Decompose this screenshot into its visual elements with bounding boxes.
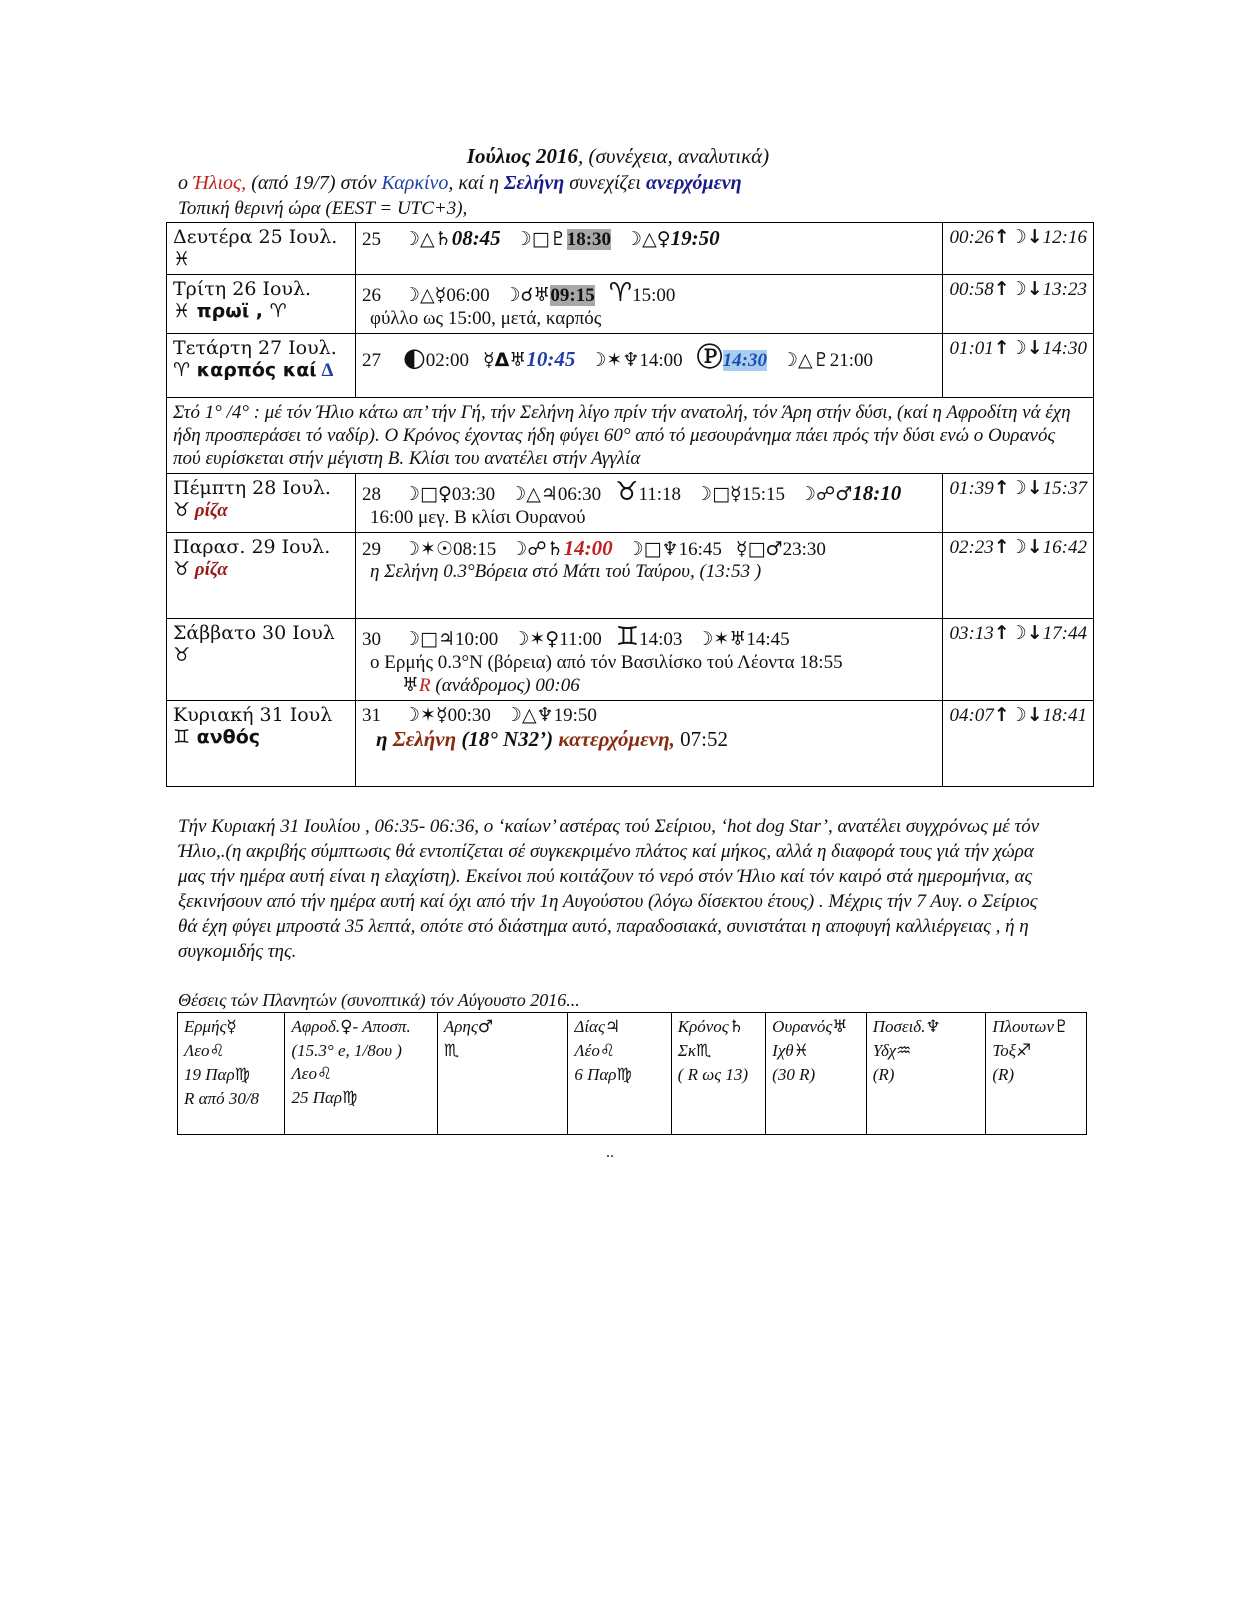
aspect-symbol: ☽□♀ xyxy=(403,483,452,505)
aspect-time: 02:00 xyxy=(425,350,469,371)
day-sign xyxy=(173,644,349,667)
day-row xyxy=(167,701,1094,787)
planet-name-line xyxy=(992,1015,1080,1039)
day-cell xyxy=(167,474,356,533)
planet-line-2 xyxy=(873,1039,980,1063)
day-cell xyxy=(167,275,356,334)
aspects-line xyxy=(362,536,936,561)
day-name: Πέμπτη 28 Ιουλ. xyxy=(173,477,331,499)
planet-text: 25 Παρ xyxy=(291,1088,343,1107)
day-note: 16:00 μεγ. Β κλίσι Ουρανού xyxy=(370,507,586,528)
day-row xyxy=(167,474,1094,533)
aspects-cell xyxy=(356,474,943,533)
planet-name-extra: - Αποσπ. xyxy=(352,1017,411,1036)
aspects-line xyxy=(362,278,936,308)
aspect-time: 14:00 xyxy=(639,350,683,371)
aspect-item xyxy=(696,343,767,373)
rise-set-icon: ↑☽↓ xyxy=(993,278,1043,300)
aspect-symbol: ☿Δ♅ xyxy=(482,349,527,371)
moonrise-time: 00:58 xyxy=(949,279,994,300)
aspect-item xyxy=(505,705,597,726)
rise-set-cell xyxy=(943,619,1094,701)
planet-text: Λεο xyxy=(291,1064,317,1083)
aspect-item xyxy=(509,484,601,505)
text: ο xyxy=(178,172,193,194)
moonrise-time: 01:39 xyxy=(949,478,994,499)
day-cell xyxy=(167,533,356,619)
day-row xyxy=(167,533,1094,619)
aspect-item xyxy=(515,229,611,250)
planet-text: (30 R) xyxy=(772,1065,816,1084)
aspect-time: 14:30 xyxy=(722,350,767,371)
planet-line-2 xyxy=(992,1039,1080,1063)
day-name: Σάββατο 30 Ιουλ xyxy=(173,622,335,644)
aspects-cell xyxy=(356,334,943,398)
planet-symbol: ♇ xyxy=(1053,1017,1070,1037)
day-cell xyxy=(167,223,356,275)
planet-symbol: ♅ xyxy=(832,1017,848,1037)
day-cell xyxy=(167,701,356,787)
day-sign xyxy=(173,359,349,382)
day-row xyxy=(167,275,1094,334)
aspect-symbol: ☽□♃ xyxy=(403,628,456,650)
aspect-time: 11:00 xyxy=(559,629,602,650)
sign-extra: Δ xyxy=(321,360,334,381)
sign-symbol: ♌ xyxy=(599,1041,616,1061)
day-note: η Σελήνη 0.3°Βόρεια στό Μάτι τού Ταύρου, (13:53 ) xyxy=(370,561,762,582)
zodiac-sign: ♉ xyxy=(173,644,191,666)
planet-name-line xyxy=(184,1015,278,1039)
planet-line-3 xyxy=(873,1063,980,1086)
title-month: Ιούλιος 2016 xyxy=(466,144,579,168)
sign-symbol: ♐ xyxy=(1016,1041,1032,1061)
timezone-note: Τοπική θερινή ώρα (EEST = UTC+3), xyxy=(178,198,468,219)
aspect-symbol: ☽☍♄ xyxy=(510,538,564,560)
zodiac-sign: ♈ καρπός καί xyxy=(173,359,317,381)
aspect-symbol: ☽□♆ xyxy=(626,538,679,560)
moon-descending: κατερχόμενη, xyxy=(558,727,675,751)
rise-set-icon: ↑☽↓ xyxy=(993,704,1043,726)
day-name: Τρίτη 26 Ιουλ. xyxy=(173,278,312,300)
day-number: 25 xyxy=(362,229,381,250)
aspect-item xyxy=(403,484,495,505)
day-sign xyxy=(173,726,349,749)
aspect-item xyxy=(615,477,682,507)
aspect-time: 06:30 xyxy=(557,484,602,505)
day-sign xyxy=(173,499,349,522)
planet-line-4 xyxy=(291,1086,430,1110)
planet-cell xyxy=(178,1013,285,1135)
planet-text: Τοξ xyxy=(992,1041,1017,1060)
aspect-symbol: ☽□♇ xyxy=(514,228,567,250)
aspect-symbol: ☽✶☿ xyxy=(403,704,448,726)
planet-symbol: ♀ xyxy=(340,1017,353,1037)
aspect-time: 14:03 xyxy=(639,629,683,650)
planet-line-2 xyxy=(574,1039,664,1063)
aspect-item xyxy=(798,481,902,505)
aspect-time: 08:45 xyxy=(451,226,501,250)
day-cell xyxy=(167,334,356,398)
rise-set-cell xyxy=(943,223,1094,275)
zodiac-sign: ♓ πρωϊ , ♈ xyxy=(173,300,287,322)
zodiac-sign: ♉ xyxy=(173,499,191,521)
text: η xyxy=(376,727,393,751)
planet-name-line xyxy=(444,1015,562,1039)
planet-name: Ουρανός xyxy=(772,1017,833,1036)
sirius-paragraph: Τήν Κυριακή 31 Ιουλίου , 06:35- 06:36, ο ‘καίων’ αστέρας τού Σείριου, ‘hot dog Star’, ανατέλει συγχρόνως μέ τόν Ήλιο,.(η ακριβής σύμπτωσις θά εντοπίζεται σέ συγκεκριμένο πλάτος καί μήκος, αλλά η διαφορά τους γιά τήν χώρα μας τήν ημέρα αυτή είναι η ελαχίστη). Εκείνοι πού κοιτάζουν τό νερό στόν Ήλιο καί τόν καιρό στά ημερομήνια, ας ξεκινήσουν από τήν ημέρα αυτή καί όχι από τήν 1η Αυγούστου (λόγω δίσεκτου έτους) . Μέχρις τήν 7 Αυγ. ο Σείριος θά έχη φύγει μπροστά 35 λεπτά, οπότε στό διάστημα αυτό, παραδοσιακά, συνιστάται η αποφυγή καλλιέργειας , ή η συγκομιδής της. xyxy=(178,816,1040,962)
aspect-item xyxy=(695,484,785,505)
sign-symbol: ♍ xyxy=(342,1088,358,1108)
moon-state: ανερχόμενη xyxy=(645,172,742,194)
planet-name-line xyxy=(772,1015,860,1039)
planet-line-3 xyxy=(184,1063,278,1087)
aspect-time: 16:45 xyxy=(678,539,722,560)
rise-set-cell xyxy=(943,334,1094,398)
aspect-symbol: ☽□☿ xyxy=(695,483,742,505)
planet-name: Αρης xyxy=(443,1017,478,1036)
sign-extra: ρίζα xyxy=(194,500,228,521)
sign-word: Καρκίνο xyxy=(381,172,449,194)
day-number: 31 xyxy=(362,705,381,726)
planet-text: 6 Παρ xyxy=(574,1065,617,1084)
moonset-time: 14:30 xyxy=(1042,338,1087,359)
aspects-line xyxy=(362,477,936,507)
sun-moon-line xyxy=(178,172,742,195)
day-number: 29 xyxy=(362,539,381,560)
moon-word: Σελήνη xyxy=(503,172,565,194)
rise-set-cell xyxy=(943,275,1094,334)
aspect-time: 18:30 xyxy=(566,229,612,250)
sign-symbol: ♏ xyxy=(696,1041,712,1061)
aspect-time: 11:18 xyxy=(638,484,682,505)
aspect-time: 09:15 xyxy=(550,285,595,306)
planet-cell xyxy=(568,1013,671,1135)
rise-set-cell xyxy=(943,474,1094,533)
moonset-time: 12:16 xyxy=(1042,227,1087,248)
aspect-item xyxy=(403,226,501,250)
day-name: Δευτέρα 25 Ιουλ. xyxy=(173,226,338,248)
planet-line-2 xyxy=(772,1039,860,1063)
sign-symbol: ♌ xyxy=(316,1064,333,1084)
day-number: 26 xyxy=(362,285,381,306)
planet-cell xyxy=(766,1013,867,1135)
planet-name: Πλουτων xyxy=(992,1017,1054,1036)
aspect-symbol: ☽△♆ xyxy=(504,704,554,726)
moon-position: (18° N32’) xyxy=(456,727,559,751)
day-number: 28 xyxy=(362,484,381,505)
aspect-time: 19:50 xyxy=(670,226,720,250)
aspect-item xyxy=(403,705,491,726)
rise-set-icon: ↑☽↓ xyxy=(993,622,1043,644)
zodiac-sign: ♊ ανθός xyxy=(173,726,261,748)
aspect-time: 21:00 xyxy=(829,350,873,371)
planet-symbol: ☿ xyxy=(226,1017,237,1037)
aspect-item xyxy=(403,539,496,560)
moonrise-time: 01:01 xyxy=(949,338,994,359)
day-number: 30 xyxy=(362,629,381,650)
retro-text: (ανάδρομος) 00:06 xyxy=(430,675,580,696)
text: , καί η xyxy=(448,172,504,194)
aspect-symbol: ☽△♀ xyxy=(625,228,671,250)
planet-cell xyxy=(437,1013,568,1135)
aspect-symbol: ☽△♄ xyxy=(403,228,452,250)
aspect-time: 10:00 xyxy=(455,629,499,650)
aspects-cell xyxy=(356,223,943,275)
sign-symbol: ♍ xyxy=(234,1065,250,1085)
text: συνεχίζει xyxy=(564,172,646,194)
planet-name-line xyxy=(678,1015,759,1039)
aspects-line xyxy=(362,622,936,652)
day-note: ο Ερμής 0.3°N (βόρεια) από τόν Βασιλίσκο τού Λέοντα 18:55 xyxy=(370,652,843,673)
aspect-symbol: ☽☌♅ xyxy=(503,284,551,306)
planet-text: Λέο xyxy=(574,1041,600,1060)
moon-time: 07:52 xyxy=(674,727,728,751)
aspects-line xyxy=(362,337,936,374)
rise-set-icon: ↑☽↓ xyxy=(993,226,1043,248)
aspect-time: 00:30 xyxy=(447,705,491,726)
aspect-item xyxy=(625,226,720,250)
aspects-line xyxy=(362,226,936,251)
daily-table xyxy=(166,222,1094,787)
day-row xyxy=(167,334,1094,398)
planet-line-2 xyxy=(444,1039,562,1063)
planet-text: (R) xyxy=(992,1065,1015,1084)
moonset-time: 13:23 xyxy=(1042,279,1087,300)
moonset-time: 17:44 xyxy=(1042,623,1087,644)
planet-line-3 xyxy=(291,1062,430,1086)
aspect-item xyxy=(403,343,469,373)
aspect-symbol: ☽✶♆ xyxy=(589,349,640,371)
planet-line-2 xyxy=(184,1039,278,1063)
aspect-item xyxy=(403,285,490,306)
aspect-item xyxy=(403,629,498,650)
planets-table xyxy=(177,1012,1087,1135)
planet-name-line xyxy=(574,1015,664,1039)
sign-symbol: ♒ xyxy=(896,1041,912,1061)
planet-symbol: ♃ xyxy=(604,1017,621,1037)
planet-text: Σκ xyxy=(677,1041,696,1060)
aspect-symbol: ☽✶♀ xyxy=(512,628,560,650)
planet-text: (R) xyxy=(872,1065,895,1084)
rise-set-icon: ↑☽↓ xyxy=(993,477,1043,499)
planet-name: Ερμής xyxy=(184,1017,227,1036)
sign-extra: ρίζα xyxy=(194,559,228,580)
planet-text: Ιχθ xyxy=(772,1041,794,1060)
aspects-cell xyxy=(356,275,943,334)
planet-name-line xyxy=(291,1015,430,1039)
zodiac-sign: ♓ xyxy=(173,248,191,270)
aspect-symbol: Ⓟ xyxy=(696,343,723,373)
moon-word: Σελήνη xyxy=(392,727,457,751)
planet-line-4 xyxy=(184,1087,278,1110)
aspect-item xyxy=(512,629,601,650)
day-sign xyxy=(173,558,349,581)
day-sign xyxy=(173,248,349,271)
note-row xyxy=(167,398,1094,474)
planet-name: Κρόνος xyxy=(677,1017,729,1036)
aspects-line xyxy=(362,704,936,727)
day-row xyxy=(167,619,1094,701)
rise-set-cell xyxy=(943,533,1094,619)
moonset-time: 18:41 xyxy=(1042,705,1087,726)
planet-symbol: ♄ xyxy=(728,1017,744,1037)
zodiac-sign: ♉ xyxy=(173,558,191,580)
planet-text: Λεο xyxy=(184,1041,210,1060)
aspect-symbol: ☽△☿ xyxy=(403,284,447,306)
aspect-item xyxy=(736,539,826,560)
aspect-item xyxy=(589,350,682,371)
planet-line-3 xyxy=(992,1063,1080,1086)
planet-cell xyxy=(866,1013,986,1135)
uranus-symbol: ♅ xyxy=(402,674,420,696)
sign-symbol: ♌ xyxy=(209,1041,225,1061)
aspect-item xyxy=(608,278,676,308)
aspect-item xyxy=(696,629,789,650)
moonrise-time: 04:07 xyxy=(949,705,994,726)
moonset-time: 16:42 xyxy=(1042,537,1087,558)
aspect-item xyxy=(482,347,576,371)
moonrise-time: 02:23 xyxy=(949,537,994,558)
planet-name-line xyxy=(873,1015,980,1039)
sign-symbol: ♍ xyxy=(616,1065,632,1085)
aspects-cell xyxy=(356,533,943,619)
moon-note xyxy=(362,727,936,752)
aspect-time: 08:15 xyxy=(453,539,497,560)
aspect-item xyxy=(781,350,873,371)
day-cell xyxy=(167,619,356,701)
aspect-symbol: ☿□♂ xyxy=(735,538,783,560)
quarter-note: Στό 1° /4° : μέ τόν Ήλιο κάτω απ’ τήν Γή, τήν Σελήνη λίγο πρίν τήν ανατολή, τόν Άρη στήν δύσι, (καί η Αφροδίτη νά έχη ήδη προσπεράσει τό ναδίρ). Ο Κρόνος έχοντας ήδη φύγει 60° από τό μεσουράνημα πάει πρός τήν δύσι ενώ ο Ουρανός πού ευρίσκεται στήν μέγιστη Β. Κλίσι του ανατέλει στήν Αγγλία xyxy=(167,398,1094,474)
aspect-item xyxy=(615,622,683,652)
aspect-symbol: ☽△♃ xyxy=(509,483,558,505)
day-note: φύλλο ως 15:00, μετά, καρπός xyxy=(370,308,602,329)
text: (από 19/7) στόν xyxy=(246,172,382,194)
planets-caption: Θέσεις τών Πλανητών (συνοπτικά) τόν Αύγουστο 2016... xyxy=(178,990,580,1010)
planet-line-3 xyxy=(574,1063,664,1087)
planet-text: 19 Παρ xyxy=(184,1065,235,1084)
page-title xyxy=(0,144,1236,169)
planet-cell xyxy=(986,1013,1087,1135)
aspect-symbol: ♊ xyxy=(615,622,640,652)
aspects-cell xyxy=(356,619,943,701)
planet-cell xyxy=(671,1013,765,1135)
planet-text: R από 30/8 xyxy=(184,1089,260,1108)
rise-set-icon: ↑☽↓ xyxy=(993,337,1043,359)
aspect-time: 18:10 xyxy=(852,481,902,505)
moonrise-time: 03:13 xyxy=(949,623,994,644)
day-name: Κυριακή 31 Ιουλ xyxy=(173,704,333,726)
aspect-item xyxy=(504,285,595,306)
aspect-symbol: ☽☍♂ xyxy=(798,483,853,505)
aspect-time: 15:15 xyxy=(741,484,785,505)
planet-name: Ποσειδ. xyxy=(872,1017,926,1036)
planet-symbol: ♆ xyxy=(925,1017,941,1037)
moonrise-time: 00:26 xyxy=(949,227,994,248)
aspect-time: 15:00 xyxy=(632,285,676,306)
aspect-time: 10:45 xyxy=(526,347,576,371)
footer-dots: .. xyxy=(606,1144,614,1161)
sun-word: Ήλιος, xyxy=(193,172,247,194)
day-number: 27 xyxy=(362,350,381,371)
aspect-symbol: ♈ xyxy=(608,278,633,308)
planet-cell xyxy=(285,1013,437,1135)
planet-line-3 xyxy=(678,1063,759,1086)
planet-text: (15.3° e, 1/8ου ) xyxy=(291,1041,402,1060)
aspect-item xyxy=(510,536,613,560)
aspect-symbol: ☽△♇ xyxy=(781,349,830,371)
planet-name: Δίας xyxy=(574,1017,605,1036)
aspects-cell xyxy=(356,701,943,787)
day-row xyxy=(167,223,1094,275)
rise-set-icon: ↑☽↓ xyxy=(993,536,1043,558)
retro-r: R xyxy=(419,675,431,696)
aspect-symbol: ☽✶☉ xyxy=(403,538,453,560)
aspect-symbol: ◐ xyxy=(403,343,426,373)
sign-symbol: ♏ xyxy=(443,1041,460,1061)
planet-symbol: ♂ xyxy=(477,1017,493,1037)
day-name: Παρασ. 29 Ιουλ. xyxy=(173,536,331,558)
aspect-symbol: ☽✶♅ xyxy=(696,628,747,650)
aspect-time: 03:30 xyxy=(451,484,496,505)
aspect-time: 14:45 xyxy=(746,629,790,650)
aspect-time: 14:00 xyxy=(563,536,613,560)
planet-line-2 xyxy=(291,1039,430,1062)
planet-line-2 xyxy=(678,1039,759,1063)
planet-text: Υδχ xyxy=(872,1041,897,1060)
planet-name: Αφροδ. xyxy=(291,1017,341,1036)
title-rest: , (συνέχεια, αναλυτικά) xyxy=(578,144,770,168)
day-note-2 xyxy=(362,674,936,697)
aspect-time: 19:50 xyxy=(553,705,597,726)
aspect-time: 23:30 xyxy=(782,539,826,560)
sign-symbol: ♓ xyxy=(793,1041,809,1061)
aspect-item xyxy=(627,539,722,560)
day-sign xyxy=(173,300,349,323)
day-name: Τετάρτη 27 Ιουλ. xyxy=(173,337,337,359)
aspect-time: 06:00 xyxy=(446,285,490,306)
planet-line-3 xyxy=(772,1063,860,1086)
aspect-symbol: ♉ xyxy=(615,477,639,507)
rise-set-cell xyxy=(943,701,1094,787)
moonset-time: 15:37 xyxy=(1042,478,1087,499)
planet-text: ( R ως 13) xyxy=(677,1065,749,1084)
